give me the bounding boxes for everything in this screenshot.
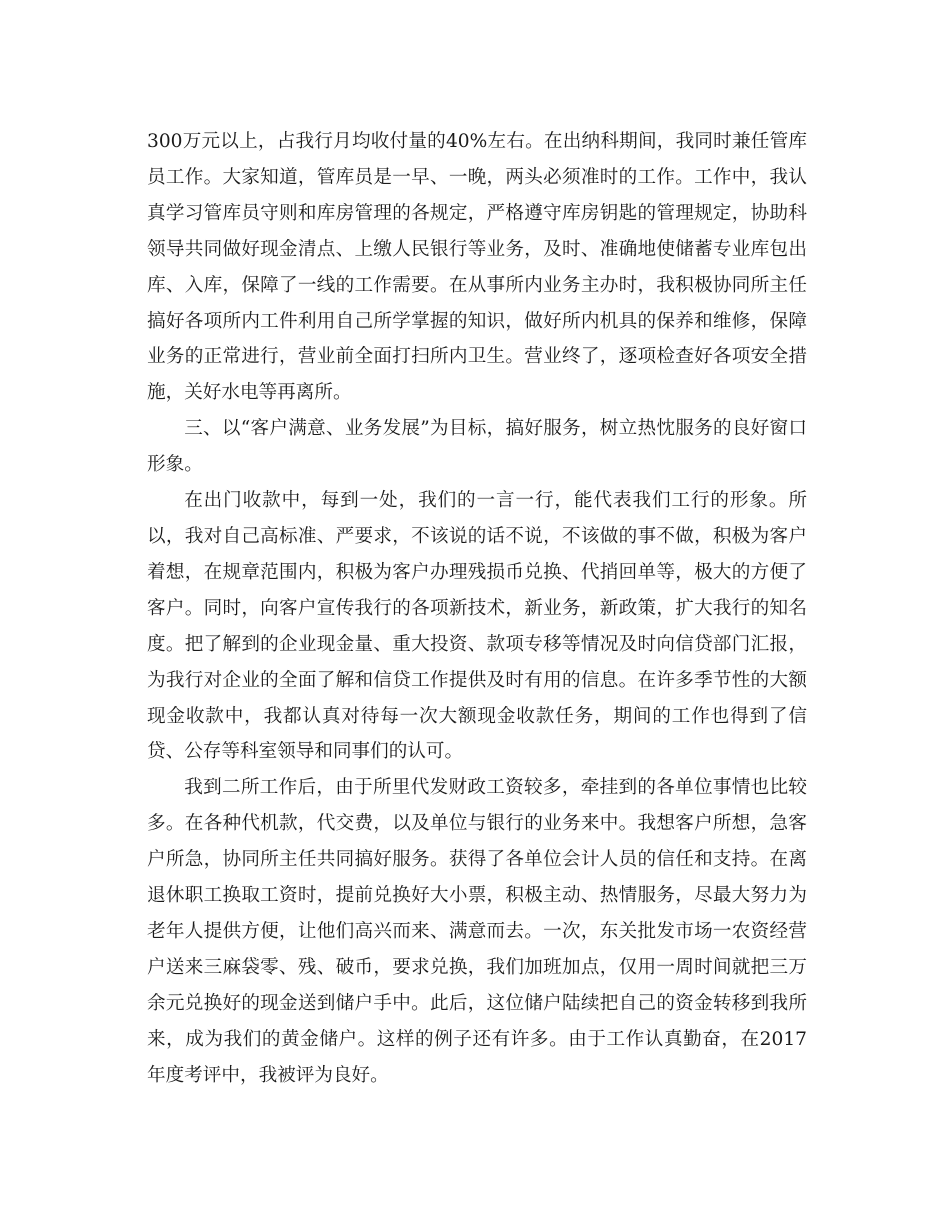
paragraph-section-heading: 三、以“客户满意、业务发展”为目标，搞好服务，树立热忱服务的良好窗口形象。	[147, 418, 807, 476]
document-page	[147, 124, 807, 1093]
paragraph-second-office: 我到二所工作后，由于所里代发财政工资较多，牵挂到的各单位事情也比较多。在各种代机款，代交费，以及单位与银行的业务来中。我想客户所想，急客户所急，协同所主任共同搞好服务。获得了各单位会计人员的信任和支持。在离退休职工换取工资时，提前兑换好大小票，积极主动、热情服务，尽最大努力为老年人提供方便，让他们高兴而来、满意而去。一次，东关批发市场一农资经营户送来三麻袋零、残、破币，要求兑换，我们加班加点，仅用一周时间就把三万余元兑换好的现金送到储户手中。此后，这位储户陆续把自己的资金转移到我所来，成为我们的黄金储户。这样的例子还有许多。由于工作认真勤奋，在2017年度考评中，我被评为良好。	[147, 777, 807, 1086]
paragraph-collection-service: 在出门收款中，每到一处，我们的一言一行，能代表我们工行的形象。所以，我对自己高标准、严要求，不该说的话不说，不该做的事不做，积极为客户着想，在规章范围内，积极为客户办理残损币兑换、代捎回单等，极大的方便了客户。同时，向客户宣传我行的各项新技术，新业务，新政策，扩大我行的知名度。把了解到的企业现金量、重大投资、款项专移等情况及时向信贷部门汇报，为我行对企业的全面了解和信贷工作提供及时有用的信息。在许多季节性的大额现金收款中，我都认真对待每一次大额现金收款任务，期间的工作也得到了信贷、公存等科室领导和同事们的认可。	[147, 490, 807, 763]
paragraph-continuation: 300万元以上，占我行月均收付量的40%左右。在出纳科期间，我同时兼任管库员工作。大家知道，管库员是一早、一晚，两头必须准时的工作。工作中，我认真学习管库员守则和库房管理的各规定，严格遵守库房钥匙的管理规定，协助科领导共同做好现金清点、上缴人民银行等业务，及时、准确地使储蓄专业库包出库、入库，保障了一线的工作需要。在从事所内业务主办时，我积极协同所主任搞好各项所内工件利用自己所学掌握的知识，做好所内机具的保养和维修，保障业务的正常进行，营业前全面打扫所内卫生。营业终了，逐项检查好各项安全措施，关好水电等再离所。	[147, 131, 807, 404]
